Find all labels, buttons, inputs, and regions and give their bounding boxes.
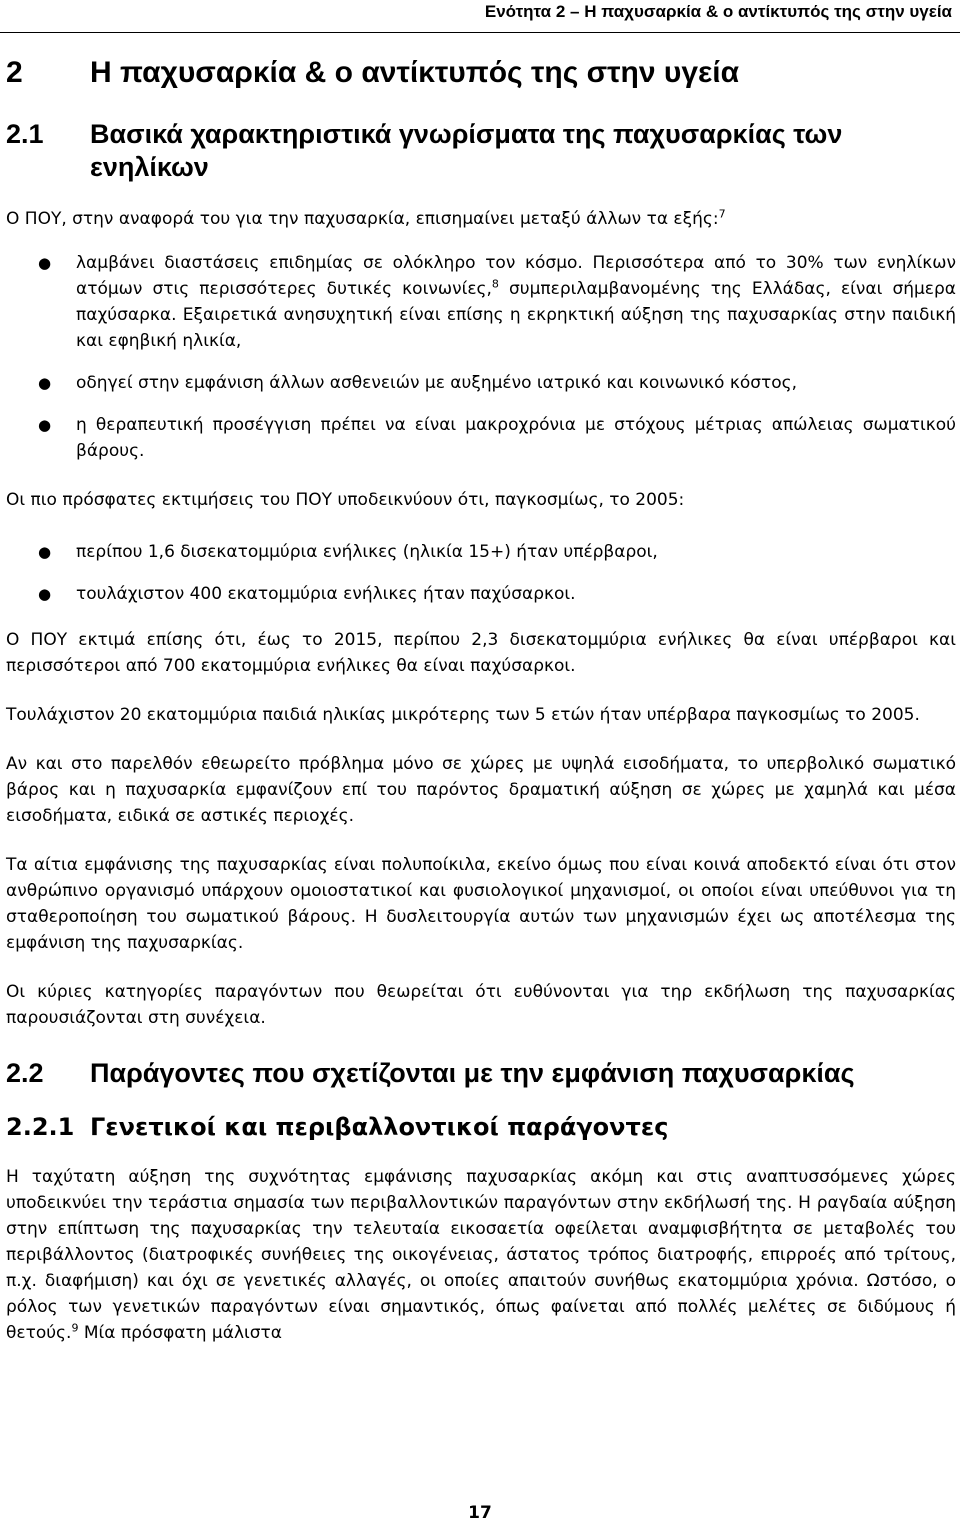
intro-text: Ο ΠΟΥ, στην αναφορά του για την παχυσαρκία, επισημαίνει μεταξύ άλλων τα εξής: <box>6 209 719 229</box>
section-2-1-number: 2.1 <box>6 119 44 149</box>
estimates-list <box>6 539 956 607</box>
footnote-ref-7: 7 <box>718 207 726 221</box>
footnote-ref-8: 8 <box>491 277 499 291</box>
list-item-text: συμπεριλαμβανομένης της Ελλάδας, είναι σήμερα παχύσαρκα. Εξαιρετικά ανησυχητική είναι επίσης η εκρηκτική αύξηση της παχυσαρκίας στην παιδική και εφηβική ηλικία, <box>76 279 956 351</box>
section-2-2-title: Παράγοντες που σχετίζονται με την εμφάνιση παχυσαρκίας <box>90 1058 855 1088</box>
chapter-title: Η παχυσαρκία & ο αντίκτυπός της στην υγεία <box>90 56 740 89</box>
paragraph-causes: Τα αίτια εμφάνισης της παχυσαρκίας είναι πολυποίκιλα, εκείνο όμως που είναι κοινά αποδεκτό είναι ότι στον ανθρώπινο οργανισμό υπάρχουν ομοιοστατικοί και φυσιολογικοί μηχανισμοί, οι οποίοι είναι υπεύθυνοι για τη σταθεροποίηση του σωματικού βάρους. Η δυσλειτουργία αυτών των μηχανισμών έχει ως αποτέλεσμα της εμφάνιση της παχυσαρκίας. <box>6 855 956 953</box>
header-divider <box>0 32 960 33</box>
who-points-list <box>6 250 956 464</box>
estimates-intro-paragraph: Οι πιο πρόσφατες εκτιμήσεις του ΠΟΥ υποδεικνύουν ότι, παγκοσμίως, το 2005: <box>6 490 685 510</box>
bullet-icon: ● <box>38 543 52 561</box>
bullet-icon: ● <box>38 585 52 603</box>
footnote-ref-9: 9 <box>71 1321 79 1335</box>
list-item <box>6 539 956 565</box>
paragraph-children: Τουλάχιστον 20 εκατομμύρια παιδιά ηλικίας μικρότερης των 5 ετών ήταν υπέρβαρα παγκοσμίως το 2005. <box>6 705 920 725</box>
list-item-text: η θεραπευτική προσέγγιση πρέπει να είναι μακροχρόνια με στόχους μέτριας απώλειας σωματικού βάρους. <box>76 415 956 461</box>
bullet-icon: ● <box>38 416 52 434</box>
list-item-text: τουλάχιστον 400 εκατομμύρια ενήλικες ήταν παχύσαρκοι. <box>76 584 576 604</box>
list-item <box>6 412 956 464</box>
paragraph-2015: Ο ΠΟΥ εκτιμά επίσης ότι, έως το 2015, περίπου 2,3 δισεκατομμύρια ενήλικες θα είναι υπέρβαροι και περισσότεροι από 700 εκατομμύρια ενήλικες θα είναι παχύσαρκοι. <box>6 630 956 676</box>
list-item <box>6 370 956 396</box>
section-2-2-1-title: Γενετικοί και περιβαλλοντικοί παράγοντες <box>90 1113 669 1141</box>
running-header: Ενότητα 2 – Η παχυσαρκία & ο αντίκτυπός της στην υγεία <box>484 2 952 21</box>
paragraph-text: Η ταχύτατη αύξηση της συχνότητας εμφάνισης παχυσαρκίας ακόμη και στις αναπτυσσόμενες χώρες υποδεικνύει την τεράστια σημασία των περιβαλλοντικών παραγόντων στην εκδήλωσή της. Η ραγδαία αύξηση στην επίπτωση της παχυσαρκίας την τελευταία εικοσαετία οφείλεται αναμφισβήτητα σε μεταβολές του περιβάλλοντος (διατροφικές συνήθειες της οικογένειας, άστατος τρόπος διατροφής, επιρροές από τρίτους, π.χ. διαφήμιση) και όχι σε γενετικές αλλαγές, οι οποίες απαιτούν συνήθως εκατομμύρια χρόνια. Ωστόσο, ο ρόλος των γενετικών παραγόντων είναι σημαντικός, όπως φαίνεται από πολλές μελέτες σε διδύμους ή θετούς. <box>6 1167 956 1343</box>
section-2-2-1-heading <box>6 1112 956 1142</box>
list-item-text: οδηγεί στην εμφάνιση άλλων ασθενειών με αυξημένο ιατρικό και κοινωνικό κόστος, <box>76 373 798 393</box>
section-2-2-heading <box>6 1057 956 1090</box>
section-2-1-heading <box>6 118 956 184</box>
chapter-heading <box>6 56 956 90</box>
paragraph-text: Μία πρόσφατη μάλιστα <box>78 1323 282 1343</box>
paragraph-factors: Οι κύριες κατηγορίες παραγόντων που θεωρείται ότι ευθύνονται για τηρ εκδήλωση της παχυσαρκίας παρουσιάζονται στη συνέχεια. <box>6 982 956 1028</box>
paragraph-income: Αν και στο παρελθόν εθεωρείτο πρόβλημα μόνο σε χώρες με υψηλά εισοδήματα, το υπερβολικό σωματικό βάρος και η παχυσαρκία εμφανίζουν επί του παρόντος δραματική αύξηση σε χώρες με χαμηλά και μέσα εισοδήματα, ειδικά σε αστικές περιοχές. <box>6 754 956 826</box>
list-item <box>6 581 956 607</box>
list-item-text: λαμβάνει διαστάσεις επιδημίας σε ολόκληρο τον κόσμο. Περισσότερα από το 30% των ενηλίκων ατόμων στις περισσότερες δυτικές κοινωνίες, <box>76 253 956 299</box>
chapter-number: 2 <box>6 56 23 89</box>
intro-paragraph <box>6 206 956 232</box>
list-item-text: περίπου 1,6 δισεκατομμύρια ενήλικες (ηλικία 15+) ήταν υπέρβαροι, <box>76 542 658 562</box>
section-2-1-title: Βασικά χαρακτηριστικά γνωρίσματα της παχυσαρκίας των ενηλίκων <box>90 119 843 182</box>
section-2-2-number: 2.2 <box>6 1058 44 1088</box>
bullet-icon: ● <box>38 254 52 272</box>
bullet-icon: ● <box>38 374 52 392</box>
section-2-2-1-number: 2.2.1 <box>6 1113 75 1141</box>
page-body <box>6 56 956 1369</box>
paragraph-genetic <box>6 1164 956 1346</box>
page-number: 17 <box>468 1503 492 1523</box>
list-item <box>6 250 956 354</box>
